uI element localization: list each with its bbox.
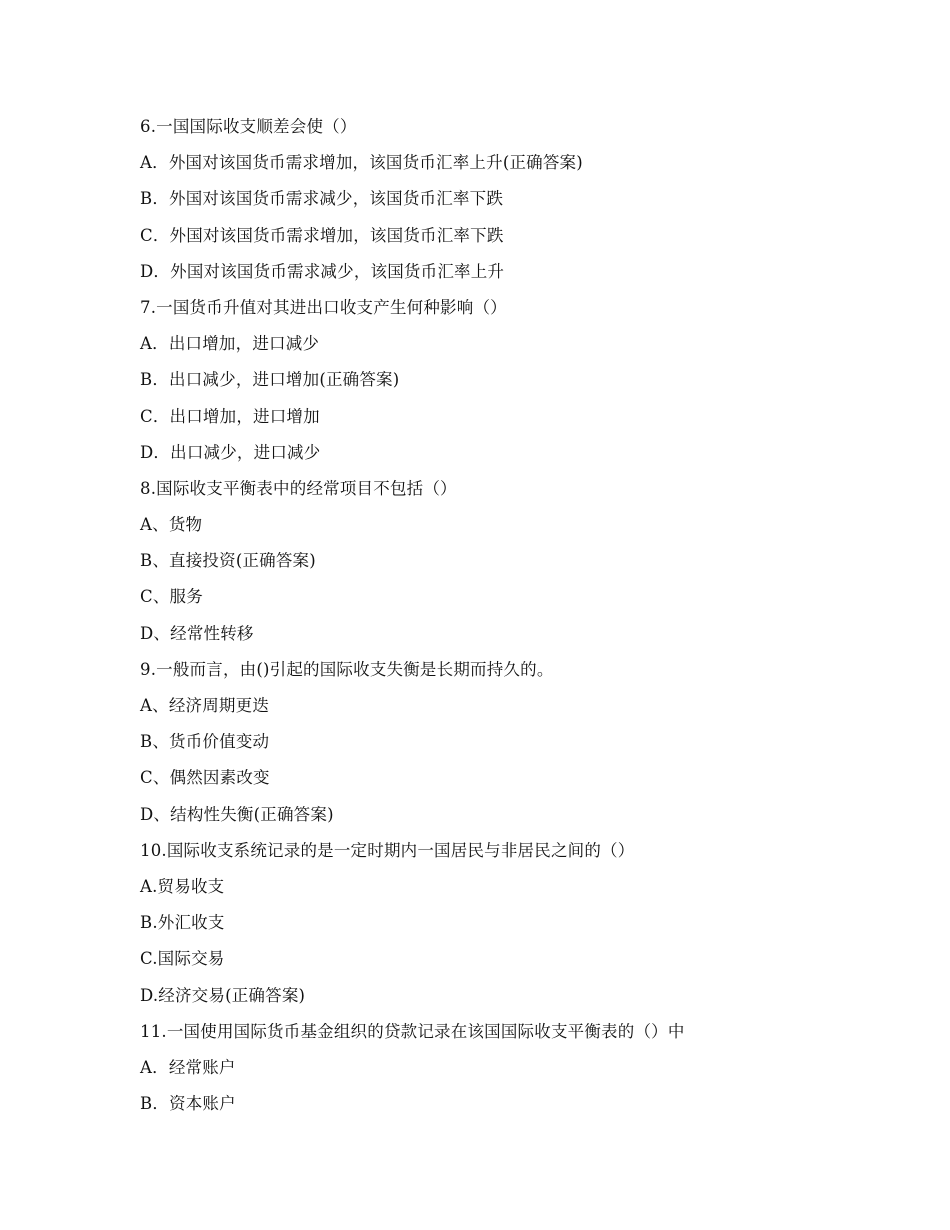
question-10-option-b: B.外汇收支 xyxy=(140,913,225,933)
question-8-option-c: C、服务 xyxy=(140,587,203,607)
question-9-option-b: B、货币价值变动 xyxy=(140,732,270,752)
question-6-option-d: D．外国对该国货币需求减少，该国货币汇率上升 xyxy=(140,261,505,281)
question-6-option-b: B．外国对该国货币需求减少，该国货币汇率下跌 xyxy=(140,189,504,209)
question-9-option-a: A、经济周期更迭 xyxy=(140,696,270,715)
question-7-option-d: D．出口减少，进口减少 xyxy=(140,442,321,462)
question-6-option-c: C．外国对该国货币需求增加，该国货币汇率下跌 xyxy=(140,225,504,245)
question-6-option-a: A．外国对该国货币需求增加，该国货币汇率上升(正确答案) xyxy=(140,153,583,173)
question-8-option-a: A、货物 xyxy=(140,515,203,535)
question-9-option-d: D、结构性失衡(正确答案) xyxy=(140,804,334,824)
question-10-option-c: C.国际交易 xyxy=(140,949,225,969)
document-body xyxy=(140,109,900,1122)
question-10-stem: 10.国际收支系统记录的是一定时期内一国居民与非居民之间的（） xyxy=(140,840,635,860)
question-7-stem: 7.一国货币升值对其进出口收支产生何种影响（） xyxy=(140,297,507,317)
question-9-option-c: C、偶然因素改变 xyxy=(140,768,270,788)
question-8-stem: 8.国际收支平衡表中的经常项目不包括（） xyxy=(140,478,457,498)
question-8-option-d: D、经常性转移 xyxy=(140,623,254,643)
question-7-option-a: A．出口增加，进口减少 xyxy=(140,334,320,354)
question-10-option-d: D.经济交易(正确答案) xyxy=(140,985,306,1005)
question-6-stem: 6.一国国际收支顺差会使（） xyxy=(140,117,357,136)
question-7-option-b: B．出口减少，进口增加(正确答案) xyxy=(140,370,400,390)
question-9-stem: 9.一般而言，由()引起的国际收支失衡是长期而持久的。 xyxy=(140,659,554,679)
question-11-option-a: A．经常账户 xyxy=(140,1057,236,1077)
question-10-option-a: A.贸易收支 xyxy=(140,876,225,896)
question-8-option-b: B、直接投资(正确答案) xyxy=(140,551,316,571)
question-11-option-b: B．资本账户 xyxy=(140,1094,236,1114)
question-7-option-c: C．出口增加，进口增加 xyxy=(140,406,320,426)
question-11-stem: 11.一国使用国际货币基金组织的贷款记录在该国国际收支平衡表的（）中 xyxy=(140,1021,685,1041)
